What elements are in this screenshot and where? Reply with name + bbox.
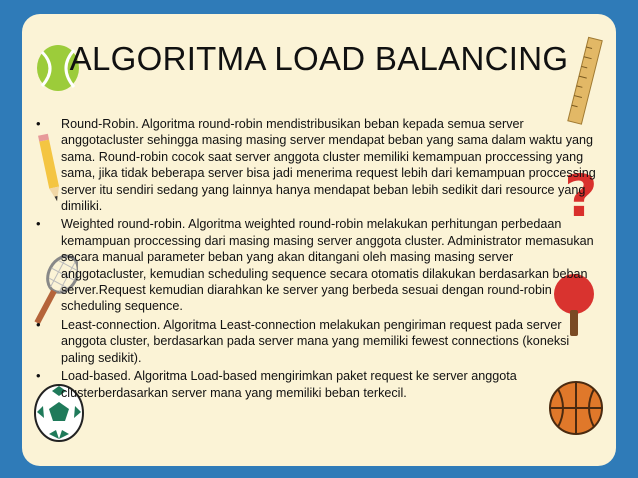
bullet-least-connection: • Least-connection. Algoritma Least-connection melakukan pengiriman request pada server anggota cluster, berdasarkan pada server mana yang memiliki fewest connections (koneksi paling sedikit). (34, 317, 600, 366)
slide-title: ALGORITMA LOAD BALANCING (69, 40, 569, 77)
bullet-weighted-round-robin: • Weighted round-robin. Algoritma weighted round-robin melakukan perhitungan perbedaan kemampuan proccessing dari masing masing server anggota cluster. Administrator memasukan secara manual parameter beban yang akan ditangani oleh masing masing server anggotacluster, kemudian scheduling sequence secara otomatis dilakukan berdasarkan beban server.Request kemudian diarahkan ke server yang berbeda sesuai dengan round-robin scheduling sequence. (34, 216, 600, 314)
bullet-round-robin: • Round-Robin. Algoritma round-robin mendistribusikan beban kepada semua server anggotacluster sehingga masing masing server mendapat beban yang sama dalam waktu yang sama. Round-robin cocok saat server anggota cluster memiliki kemampuan proccessing yang sama, jika tidak beberapa server bisa jadi menerima request lebih dari kemampuan proccessing server itu sendiri sedang yang lainnya hanya mendapat beban lebih sedikit dari resource yang dimiliki. (34, 116, 600, 214)
bullet-load-based: • Load-based. Algoritma Load-based mengirimkan paket request ke server anggota clusterberdasarkan server mana yang memiliki beban terkecil. (34, 368, 600, 401)
bullet-list (34, 116, 600, 403)
svg-text:?: ? (564, 162, 598, 224)
